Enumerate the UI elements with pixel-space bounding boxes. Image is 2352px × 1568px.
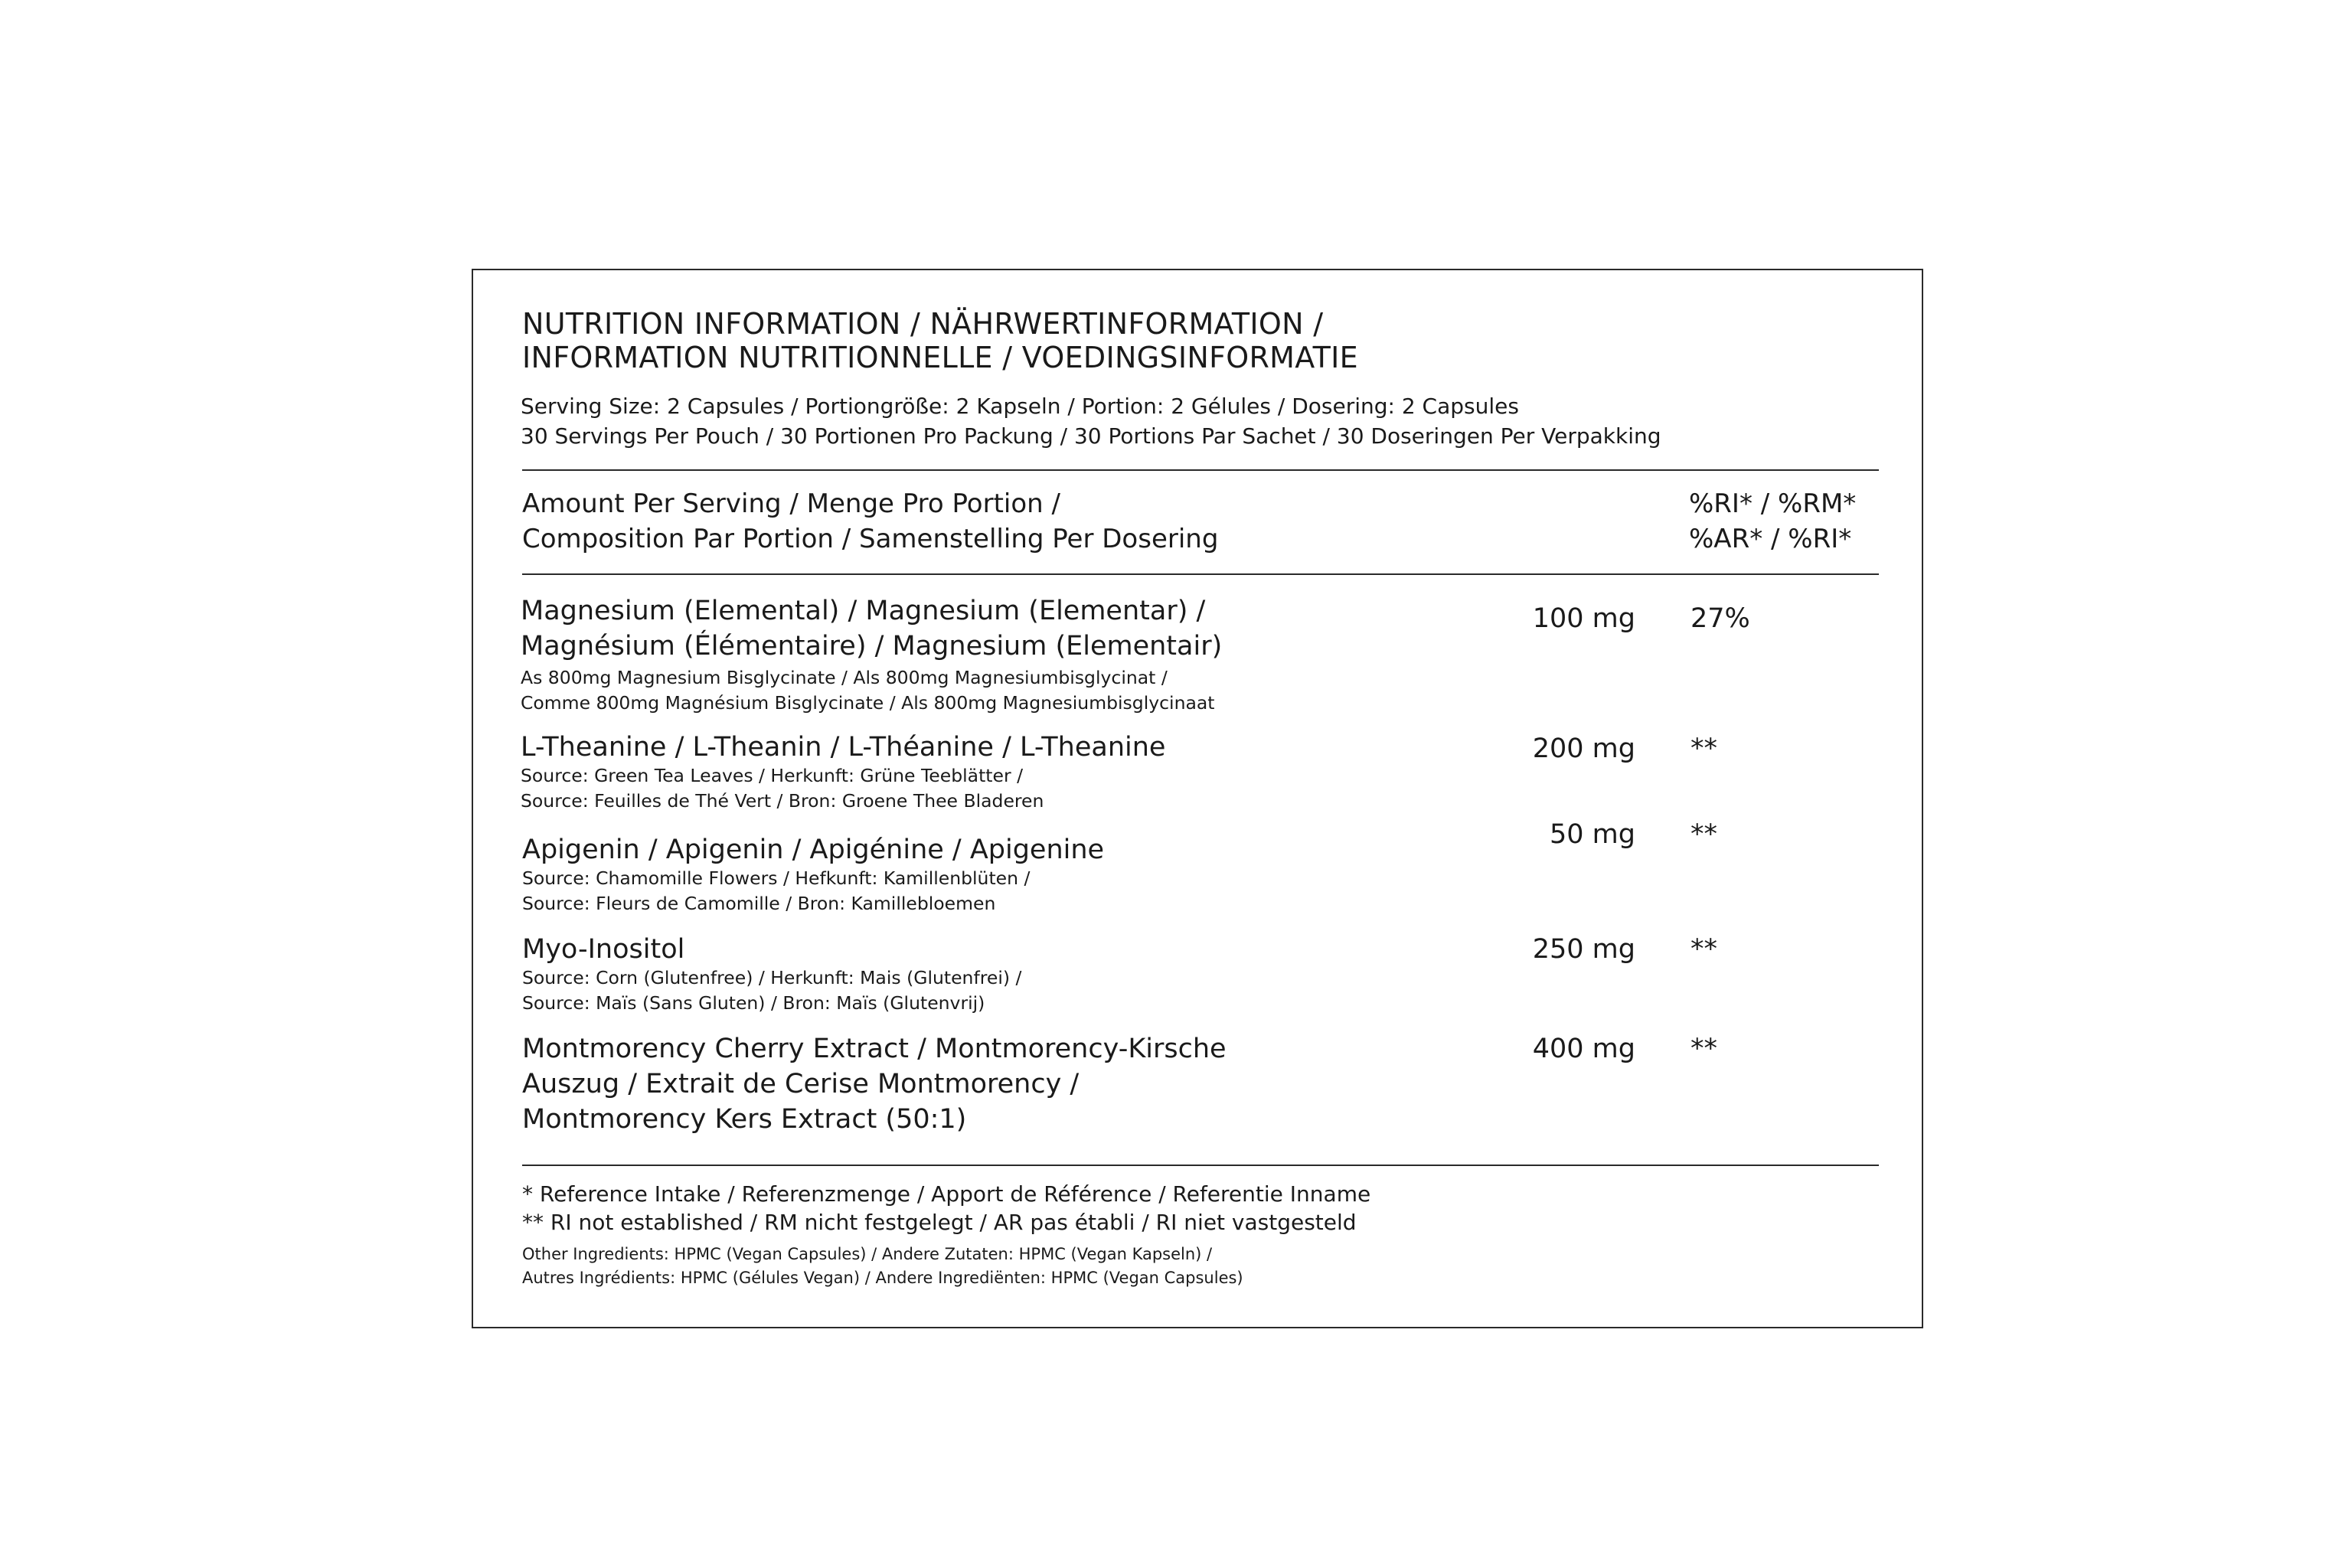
ingredient-myo-inositol bbox=[522, 932, 1021, 1016]
ingredient-name: Apigenin / Apigenin / Apigénine / Apigenine bbox=[522, 835, 1105, 865]
ingredient-source: Source: Green Tea Leaves / Herkunft: Grüne Teeblätter / bbox=[521, 765, 1024, 786]
other-ingredients-line-1: Other Ingredients: HPMC (Vegan Capsules) / Andere Zutaten: HPMC (Vegan Kapseln) / bbox=[522, 1245, 1213, 1263]
reference-intake-header bbox=[1689, 486, 1856, 557]
ingredient-source: Comme 800mg Magnésium Bisglycinate / Als 800mg Magnesiumbisglycinaat bbox=[521, 692, 1215, 714]
ri-montmorency-cherry: ** bbox=[1690, 1034, 1717, 1064]
ri-header-line-1: %RI* / %RM* bbox=[1689, 488, 1857, 519]
title-line-1: NUTRITION INFORMATION / NÄHRWERTINFORMATION / bbox=[522, 307, 1324, 341]
ri-apigenin: ** bbox=[1690, 819, 1717, 850]
amount-header-line-1: Amount Per Serving / Menge Pro Portion / bbox=[522, 488, 1060, 519]
ingredient-name: Magnésium (Élémentaire) / Magnesium (Elementair) bbox=[521, 631, 1223, 662]
amount-per-serving-header bbox=[522, 486, 1218, 557]
ingredient-name: Magnesium (Elemental) / Magnesium (Elementar) / bbox=[521, 596, 1206, 626]
ingredient-name: L-Theanine / L-Theanin / L-Théanine / L-Theanine bbox=[521, 732, 1166, 763]
divider-bottom bbox=[522, 1165, 1879, 1166]
ingredient-source: Source: Fleurs de Camomille / Bron: Kamillebloemen bbox=[522, 893, 996, 914]
ingredient-name: Montmorency Kers Extract (50:1) bbox=[522, 1104, 967, 1135]
footnote-reference-intake: * Reference Intake / Referenzmenge / Apport de Référence / Referentie Inname bbox=[522, 1181, 1371, 1207]
ingredient-source: Source: Maïs (Sans Gluten) / Bron: Maïs (Glutenvrij) bbox=[522, 992, 985, 1014]
divider-header bbox=[522, 573, 1879, 575]
ri-l-theanine: ** bbox=[1690, 733, 1717, 764]
other-ingredients bbox=[522, 1243, 1243, 1290]
ingredient-name: Myo-Inositol bbox=[522, 934, 685, 965]
title-line-2: INFORMATION NUTRITIONNELLE / VOEDINGSINFORMATIE bbox=[522, 341, 1358, 374]
ingredient-source: Source: Corn (Glutenfree) / Herkunft: Mais (Glutenfrei) / bbox=[522, 967, 1022, 988]
ingredient-l-theanine bbox=[521, 730, 1165, 814]
ri-magnesium: 27% bbox=[1690, 603, 1750, 634]
ingredient-magnesium bbox=[521, 593, 1222, 716]
divider-top bbox=[522, 469, 1879, 471]
nutrition-title bbox=[522, 307, 1358, 374]
amount-l-theanine: 200 mg bbox=[1532, 733, 1635, 764]
servings-per-pouch: 30 Servings Per Pouch / 30 Portionen Pro Packung / 30 Portions Par Sachet / 30 Doseringen Per Verpakking bbox=[521, 423, 1661, 449]
ingredient-source: As 800mg Magnesium Bisglycinate / Als 800mg Magnesiumbisglycinat / bbox=[521, 667, 1168, 688]
ingredient-source: Source: Feuilles de Thé Vert / Bron: Groene Thee Bladeren bbox=[521, 790, 1044, 812]
ingredient-name: Auszug / Extrait de Cerise Montmorency / bbox=[522, 1069, 1080, 1099]
amount-header-line-2: Composition Par Portion / Samenstelling Per Dosering bbox=[522, 524, 1219, 554]
ingredient-source: Source: Chamomille Flowers / Hefkunft: Kamillenblüten / bbox=[522, 867, 1031, 889]
amount-myo-inositol: 250 mg bbox=[1532, 934, 1635, 965]
ingredient-name: Montmorency Cherry Extract / Montmorency-Kirsche bbox=[522, 1034, 1227, 1064]
serving-size: Serving Size: 2 Capsules / Portiongröße: 2 Kapseln / Portion: 2 Gélules / Dosering: 2 Capsules bbox=[521, 394, 1519, 419]
other-ingredients-line-2: Autres Ingrédients: HPMC (Gélules Vegan) / Andere Ingrediënten: HPMC (Vegan Capsules) bbox=[522, 1269, 1243, 1287]
amount-apigenin: 50 mg bbox=[1550, 819, 1635, 850]
ri-myo-inositol: ** bbox=[1690, 934, 1717, 965]
ingredient-montmorency-cherry bbox=[522, 1031, 1227, 1137]
nutrition-label-panel bbox=[472, 269, 1923, 1328]
serving-info bbox=[521, 391, 1661, 451]
amount-magnesium: 100 mg bbox=[1532, 603, 1635, 634]
amount-montmorency-cherry: 400 mg bbox=[1532, 1034, 1635, 1064]
footnote-ri-not-established: ** RI not established / RM nicht festgelegt / AR pas établi / RI niet vastgesteld bbox=[522, 1210, 1357, 1235]
ri-header-line-2: %AR* / %RI* bbox=[1689, 524, 1852, 554]
ingredient-apigenin bbox=[522, 832, 1104, 916]
